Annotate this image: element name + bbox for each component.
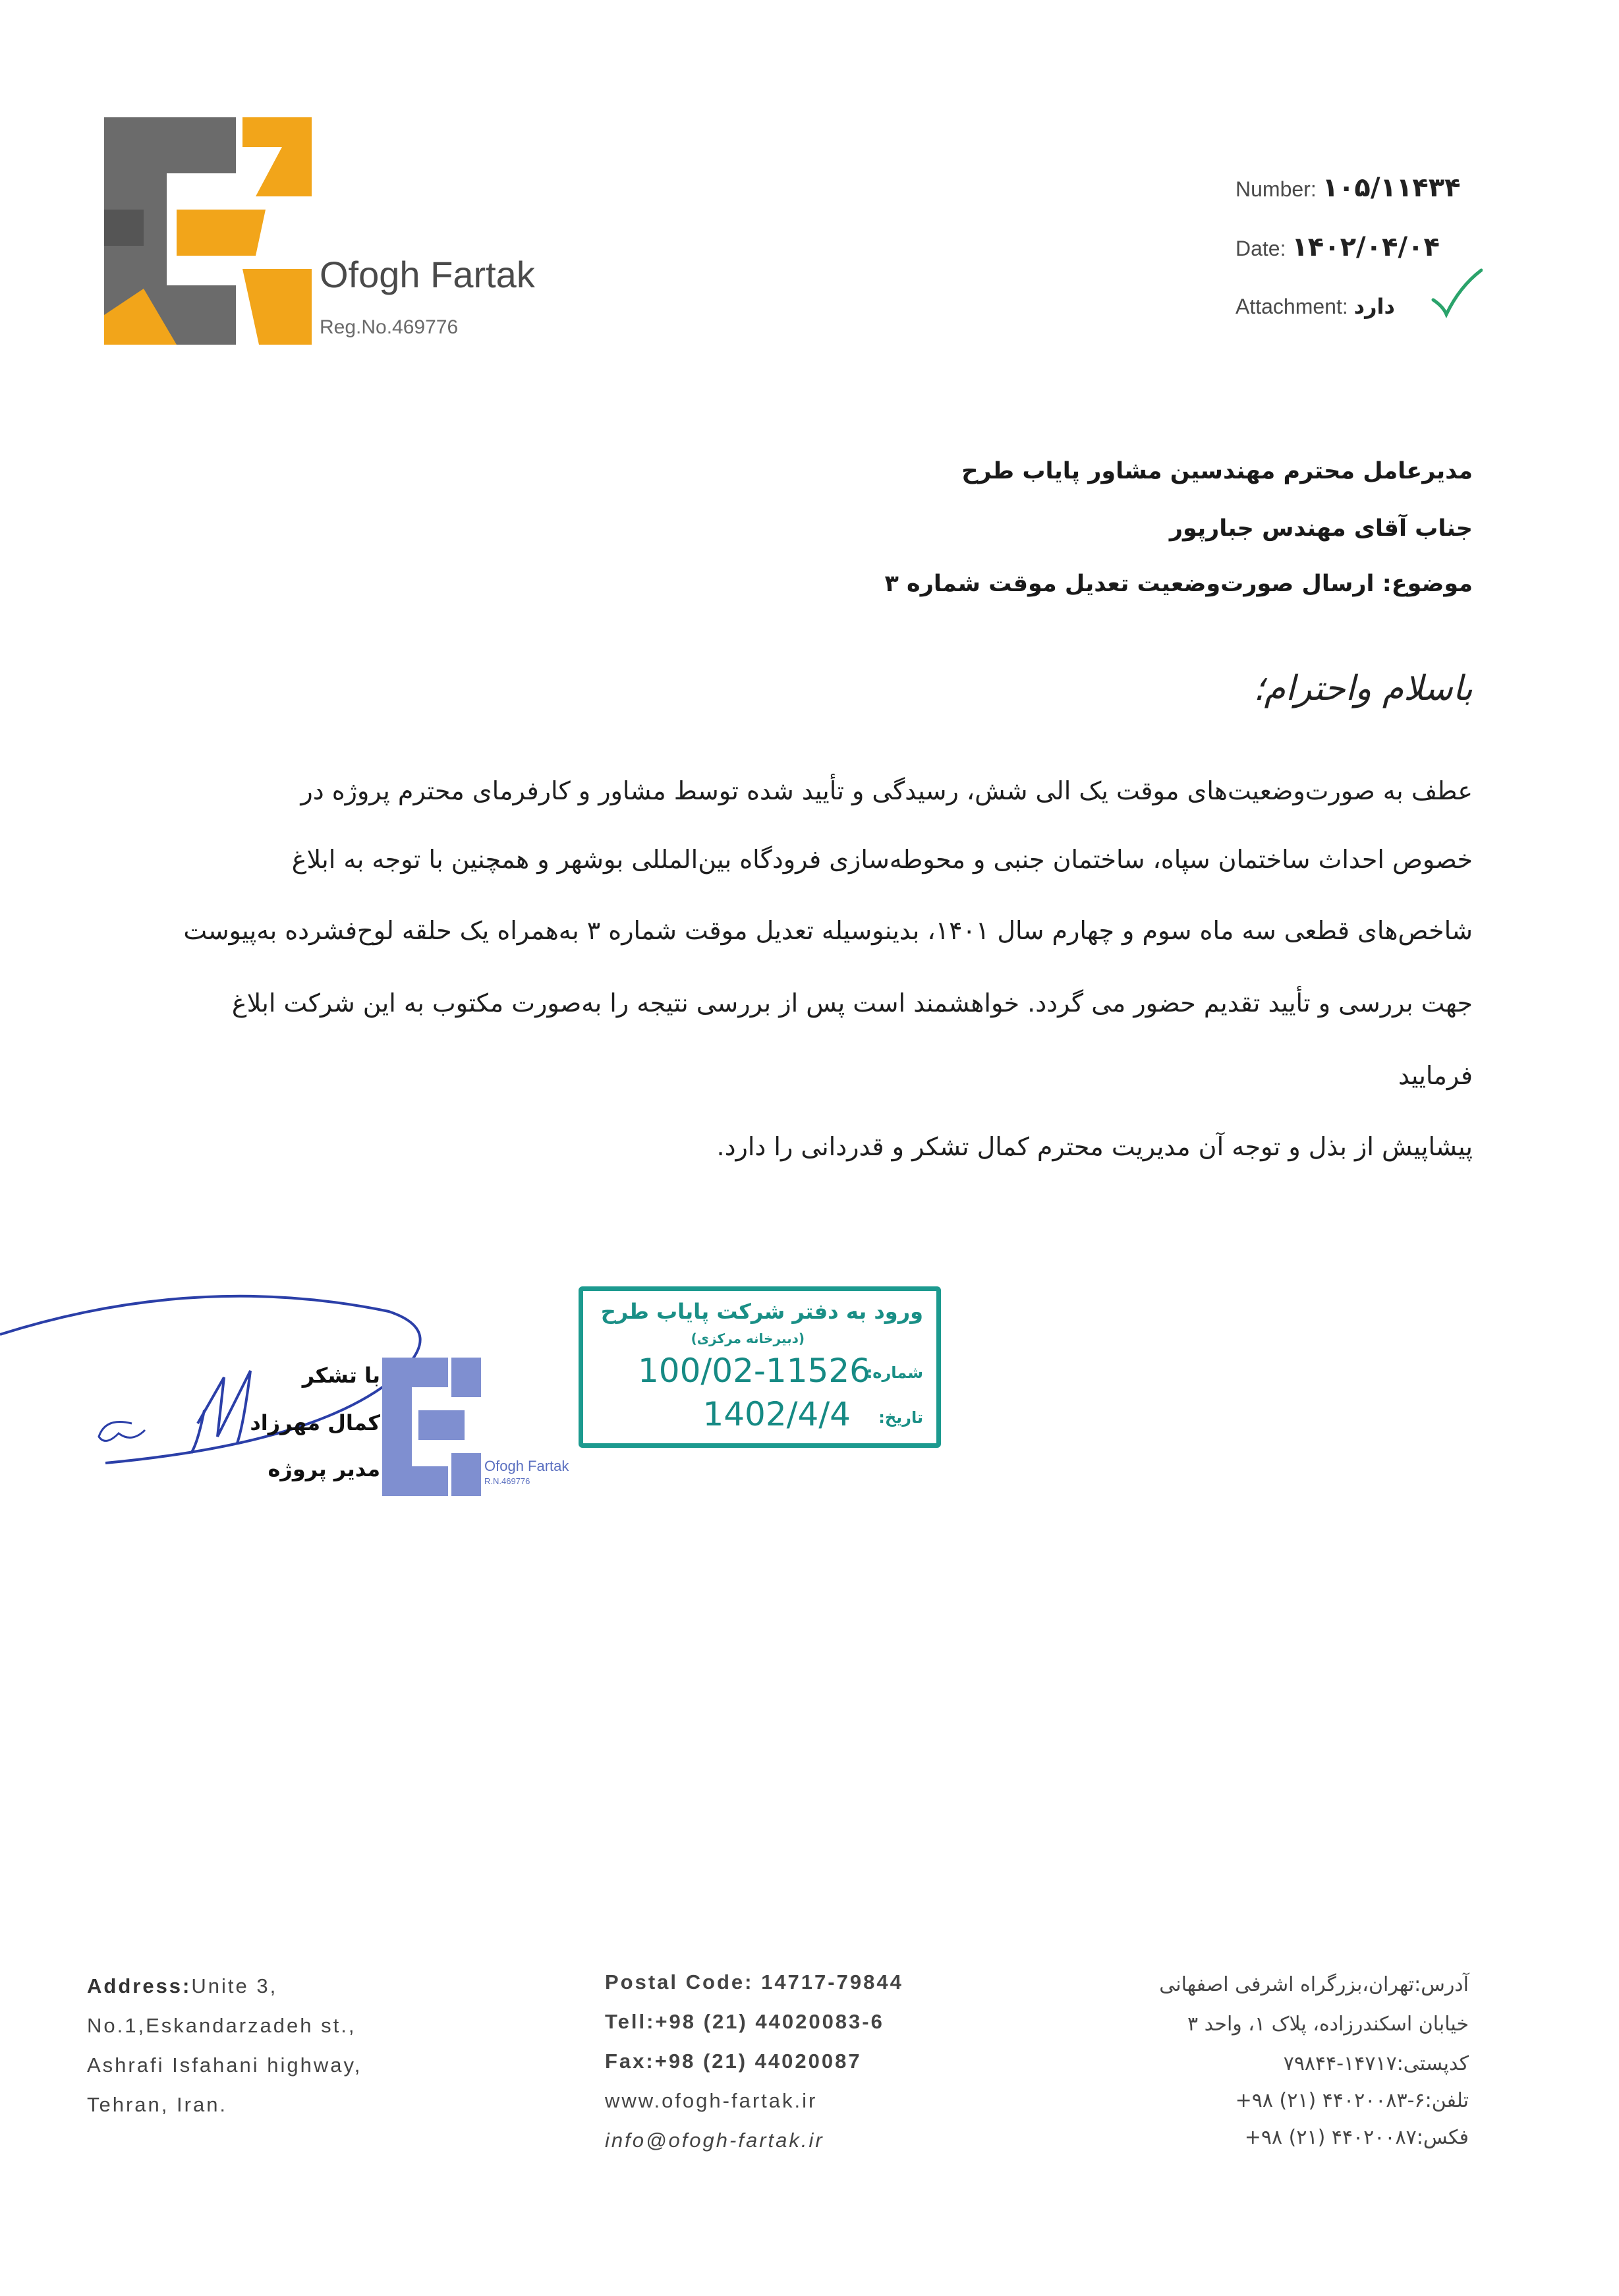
address-unit: Unite 3, (191, 1974, 278, 1997)
greeting: باسلام واحترام؛ (1253, 669, 1473, 708)
footer-address-line-3: Ashrafi Isfahani highway, (87, 2053, 362, 2077)
attachment-label: Attachment: (1236, 295, 1348, 318)
stamp-reg-number: R.N.469776 (484, 1476, 530, 1486)
number-label: Number: (1236, 177, 1317, 201)
body-line-3: شاخص‌های قطعی سه ماه سوم و چهارم سال ۱۴۰۱، بدینوسیله تعدیل موقت شماره ۳ به‌همراه یک حلقه لوح‌فشرده به‌پیوست (183, 916, 1473, 945)
subject-line: موضوع: ارسال صورت‌وضعیت تعدیل موقت شماره ۳ (884, 571, 1473, 597)
footer-address-line-4: Tehran, Iran. (87, 2093, 228, 2116)
receipt-number-value: 100/02-11526 (637, 1352, 870, 1390)
body-line-6: پیشاپیش از بذل و توجه آن مدیریت محترم کمال تشکر و قدردانی را دارد. (716, 1132, 1473, 1161)
addressee-line-1: مدیرعامل محترم مهندسین مشاور پایاب طرح (961, 458, 1473, 484)
footer-fa-address-1: آدرس:تهران،بزرگراه اشرفی اصفهانی (1159, 1973, 1469, 1996)
receipt-stamp-subtitle: (دبیرخانه مرکزی) (691, 1331, 805, 1346)
stamp-company-name: Ofogh Fartak (484, 1458, 569, 1474)
footer-fa-fax: فکس:۴۴۰۲۰۰۸۷ (۲۱) ۹۸+ (1244, 2126, 1469, 2149)
company-stamp-logo (382, 1358, 481, 1496)
footer-telephone: Tell:+98 (21) 44020083-6 (605, 2010, 884, 2033)
footer-fa-phone: تلفن:۶-۴۴۰۲۰۰۸۳ (۲۱) ۹۸+ (1235, 2089, 1469, 2112)
body-line-2: خصوص احداث ساختمان سپاه، ساختمان جنبی و محوطه‌سازی فرودگاه بین‌المللی بوشهر و همچنین با توجه به ابلاغ (291, 845, 1473, 874)
footer-fa-postal: کدپستی:۱۴۷۱۷-۷۹۸۴۴ (1283, 2052, 1469, 2075)
footer-address-line-2: No.1,Eskandarzadeh st., (87, 2014, 356, 2037)
receipt-date-value: 1402/4/4 (702, 1395, 851, 1433)
company-logo (104, 117, 312, 345)
signer-title: مدیر پروژه (268, 1456, 380, 1481)
receipt-number-label: شماره: (866, 1363, 923, 1382)
signer-name: کمال مهرزاد (250, 1410, 380, 1435)
footer-postal-code: Postal Code: 14717-79844 (605, 1970, 903, 1994)
attachment-value: دارد (1353, 294, 1395, 319)
receipt-date-label: تاریخ: (878, 1408, 923, 1427)
body-line-5: فرمایید (1398, 1061, 1473, 1090)
footer-address-line-1 (87, 1974, 277, 1998)
receipt-stamp (579, 1286, 941, 1448)
addressee-line-2: جناب آقای مهندس جبارپور (1169, 515, 1473, 542)
footer-website-link[interactable]: www.ofogh-fartak.ir (605, 2089, 818, 2112)
number-value: ۱۰۵/۱۱۴۳۴ (1322, 173, 1461, 203)
letter-date-row (1236, 232, 1440, 262)
footer-fa-address-2: خیابان اسکندرزاده، پلاک ۱، واحد ۳ (1187, 2013, 1469, 2036)
receipt-stamp-title: ورود به دفتر شرکت پایاب طرح (600, 1299, 923, 1324)
attachment-row (1236, 294, 1395, 319)
date-value: ۱۴۰۲/۰۴/۰۴ (1292, 232, 1440, 262)
footer-email-link[interactable]: info@ofogh-fartak.ir (605, 2129, 824, 2152)
closing-thanks: با تشکر (302, 1363, 380, 1388)
company-name: Ofogh Fartak (320, 254, 535, 295)
check-mark-icon (1430, 267, 1483, 320)
address-label: Address: (87, 1974, 192, 1997)
body-line-4: جهت بررسی و تأیید تقدیم حضور می گردد. خواهشمند است پس از بررسی نتیجه را به‌صورت مکتوب به این شرکت ابلاغ (231, 989, 1473, 1018)
footer-fax: Fax:+98 (21) 44020087 (605, 2050, 862, 2073)
registration-number: Reg.No.469776 (320, 316, 459, 338)
date-label: Date: (1236, 237, 1286, 260)
body-line-1: عطف به صورت‌وضعیت‌های موقت یک الی شش، رسیدگی و تأیید شده توسط مشاور و کارفرمای محترم پروژه در (300, 776, 1473, 805)
letter-number-row (1236, 173, 1461, 203)
